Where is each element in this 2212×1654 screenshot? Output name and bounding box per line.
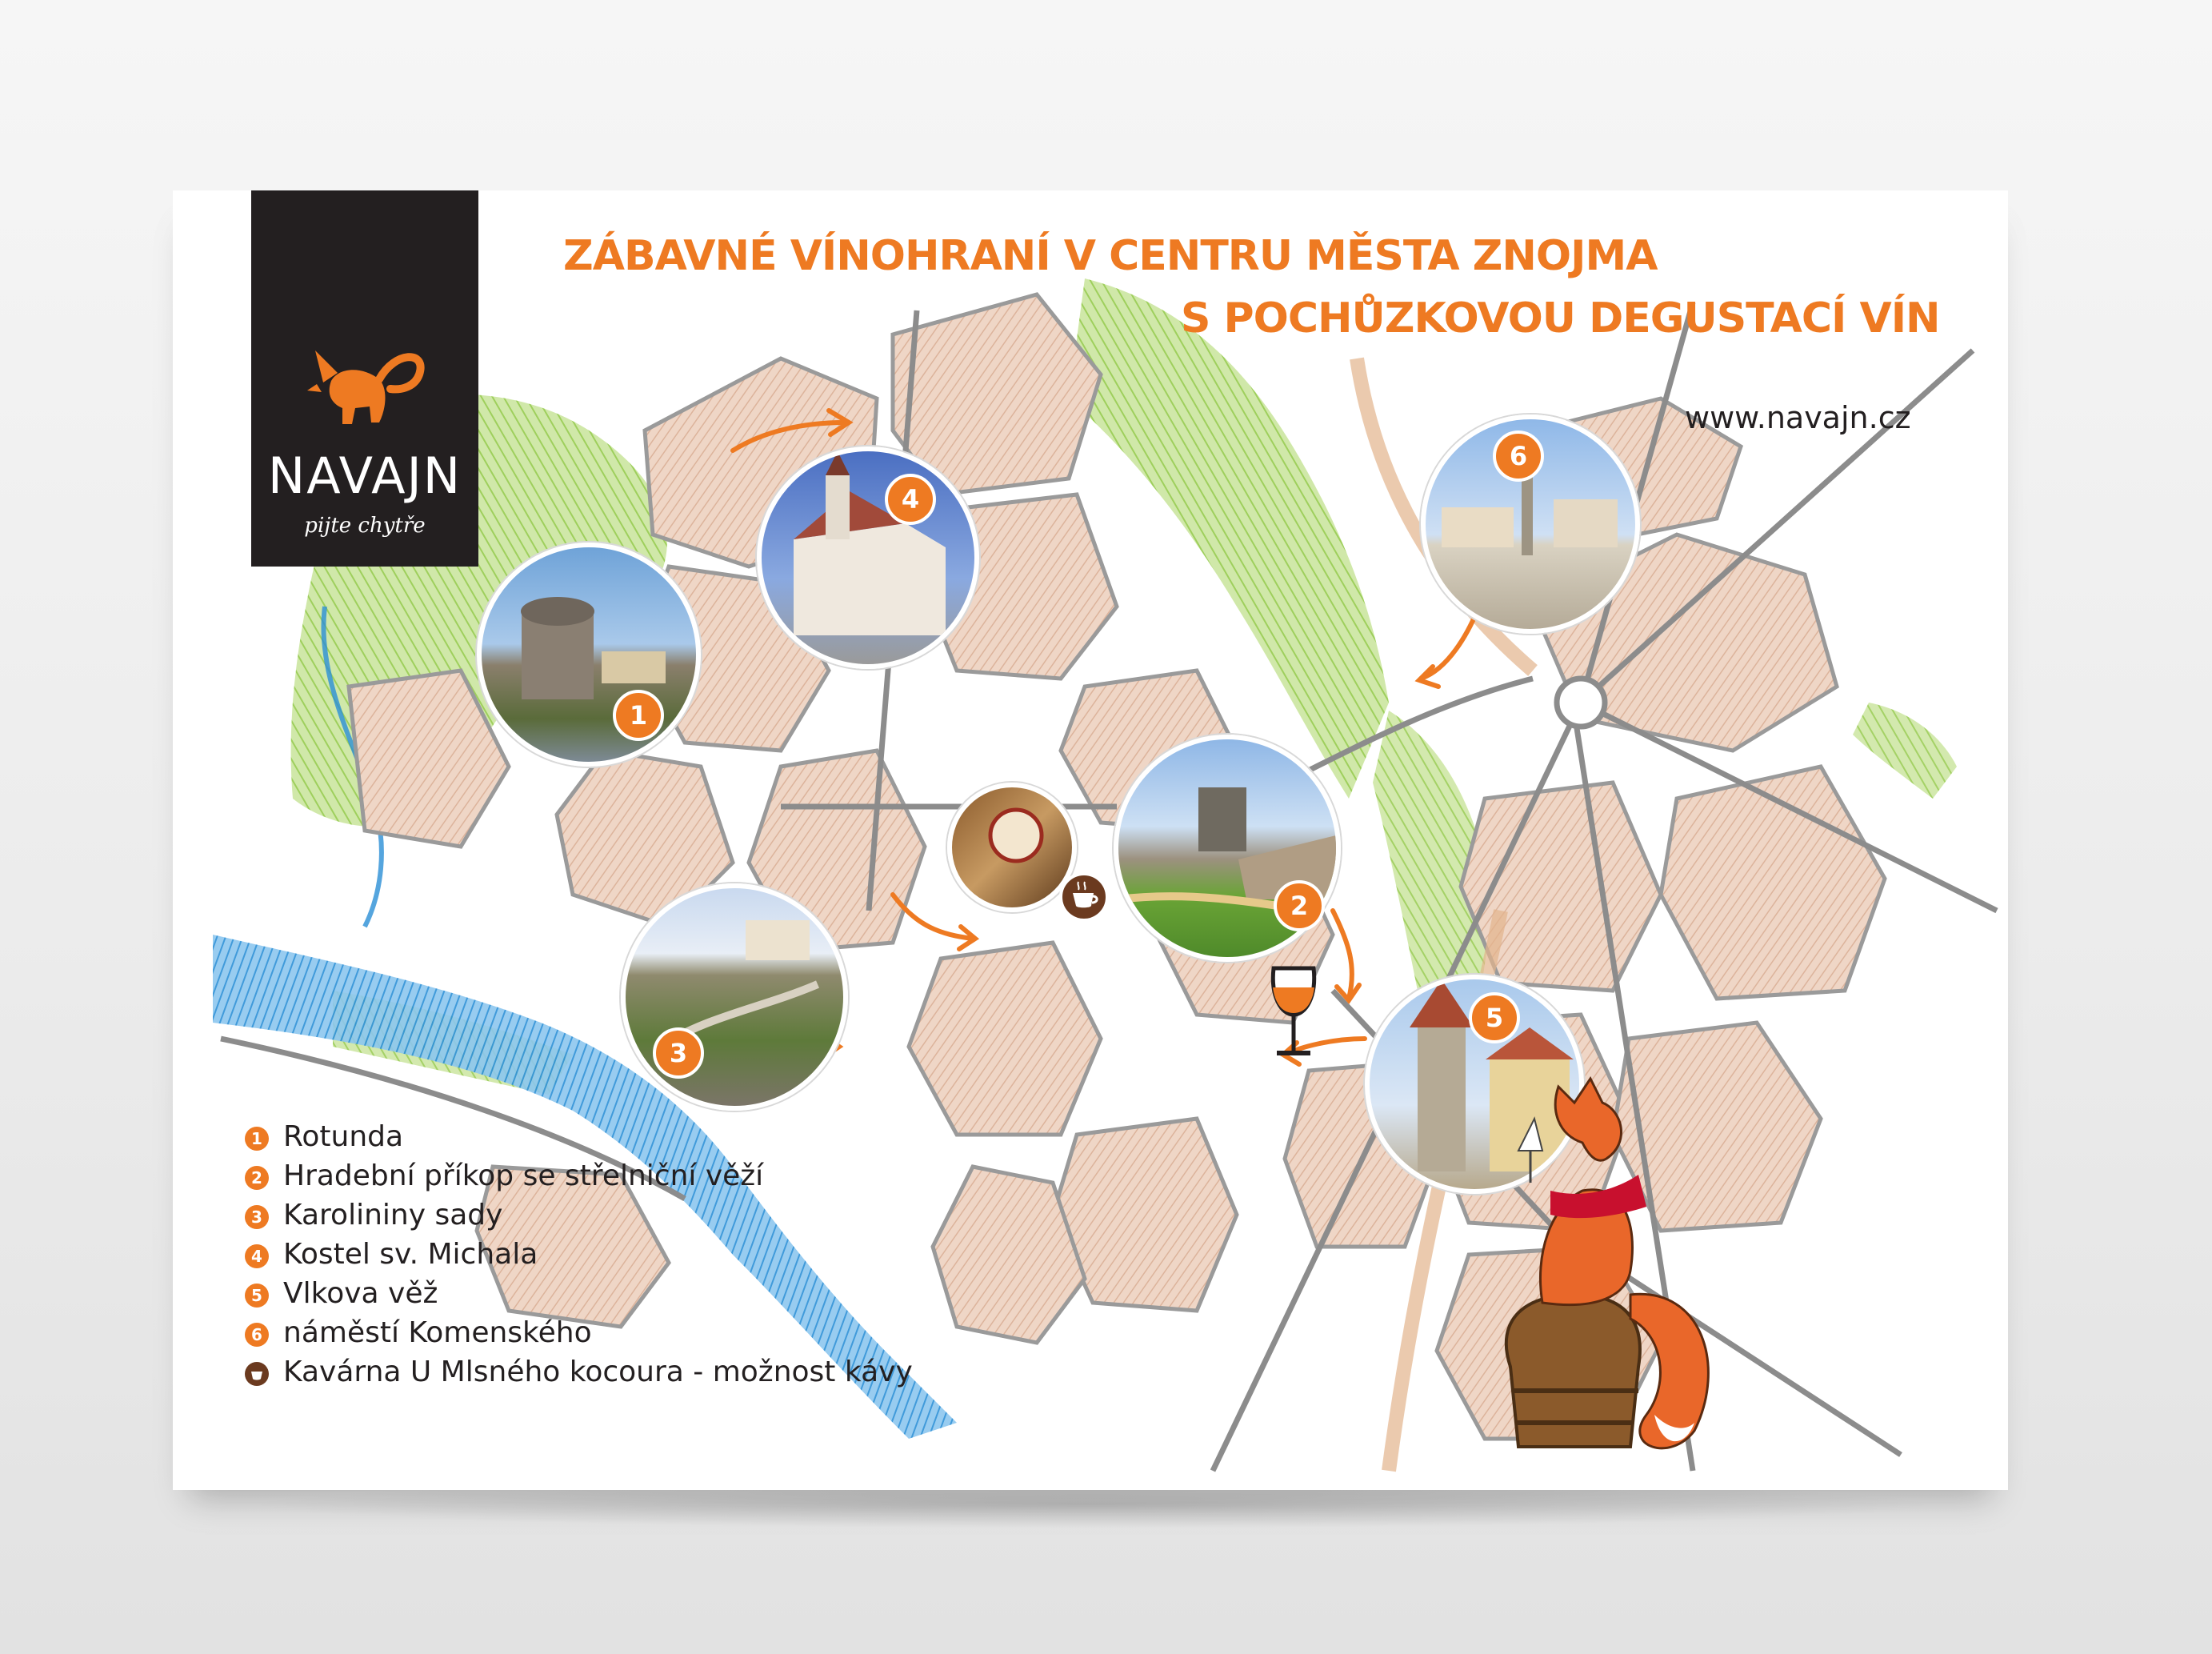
stop-badge-3: 3 — [653, 1027, 704, 1079]
legend-label-hradebni-prikop: Hradební příkop se střelniční věží — [283, 1159, 764, 1192]
map-title-line-1: ZÁBAVNÉ VÍNOHRANÍ V CENTRU MĚSTA ZNOJMA — [563, 232, 1658, 280]
fox-on-barrel-illustration — [1462, 1031, 1726, 1463]
legend-number-6: 6 — [245, 1323, 269, 1347]
legend-number-4: 4 — [245, 1244, 269, 1268]
legend-label-vlkova-vez: Vlkova věž — [283, 1277, 438, 1310]
legend-label-karolininy-sady: Karolininy sady — [283, 1199, 503, 1231]
church-picture — [762, 451, 974, 664]
logo-name: NAVAJN — [267, 447, 462, 505]
legend-number-3: 3 — [245, 1205, 269, 1229]
photo-karolininy-sady — [621, 883, 848, 1111]
photo-rotunda — [477, 543, 701, 767]
coffee-cup-icon — [245, 1362, 269, 1386]
logo-tagline: pijte chytře — [304, 514, 426, 538]
legend-label-kavarna: Kavárna U Mlsného kocoura - možnost kávy — [283, 1356, 913, 1388]
legend-number-5: 5 — [245, 1284, 269, 1308]
fox-icon — [307, 334, 427, 439]
stop-badge-5: 5 — [1469, 992, 1520, 1043]
legend-label-rotunda: Rotunda — [283, 1120, 404, 1153]
stop-badge-6: 6 — [1493, 431, 1544, 482]
coffee-marker — [1059, 872, 1109, 922]
navajn-logo — [251, 190, 478, 567]
stop-badge-1: 1 — [613, 690, 664, 741]
legend-label-namesti-komenskeho: náměstí Komenského — [283, 1316, 592, 1349]
wine-glass-icon — [1266, 965, 1322, 1061]
photo-kavarna — [947, 783, 1077, 912]
legend-number-2: 2 — [245, 1166, 269, 1190]
legend-number-1: 1 — [245, 1127, 269, 1151]
map-card — [173, 190, 2008, 1490]
photo-kostel-sv-michala — [757, 447, 979, 669]
stop-badge-2: 2 — [1274, 880, 1325, 931]
cafe-picture — [952, 787, 1072, 907]
coffee-cup-icon — [1062, 875, 1106, 919]
website-link[interactable]: www.navajn.cz — [1685, 400, 1911, 435]
rotunda-picture — [482, 547, 696, 762]
map-title-line-2: S POCHŮZKOVOU DEGUSTACÍ VÍN — [1181, 294, 1940, 342]
stop-badge-4: 4 — [885, 474, 936, 525]
roundabout — [1557, 679, 1605, 727]
legend-label-kostel-sv-michala: Kostel sv. Michala — [283, 1238, 538, 1271]
park-picture — [626, 888, 843, 1106]
